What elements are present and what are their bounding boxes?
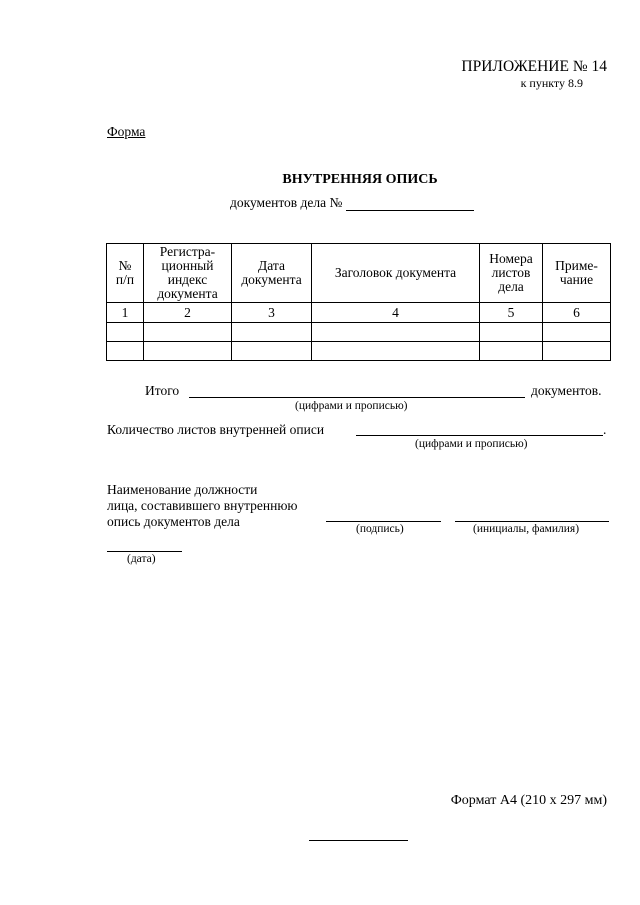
signature-hint: (подпись): [356, 523, 404, 535]
header-cell-sheet-numbers: [480, 244, 543, 303]
table-cell: [312, 323, 480, 342]
table-cell: [144, 323, 232, 342]
table-cell: [232, 342, 312, 361]
header-line: Приме-: [555, 258, 598, 273]
table-cell: [543, 342, 611, 361]
column-number-row: [107, 303, 611, 323]
sheets-fill-line: [356, 435, 603, 436]
table-cell: [480, 342, 543, 361]
header-line: №: [118, 258, 132, 273]
appendix-title: ПРИЛОЖЕНИЕ № 14: [461, 58, 607, 75]
header-line: листов: [491, 265, 531, 280]
header-cell-date: [232, 244, 312, 303]
header-line: индекс: [167, 272, 208, 287]
table-cell: [232, 323, 312, 342]
name-line: [455, 521, 609, 522]
column-number-cell: 5: [480, 303, 543, 323]
header-line: дела: [498, 279, 524, 294]
header-line: документа: [157, 286, 218, 301]
header-line: ционный: [161, 258, 214, 273]
signature-line: [326, 521, 441, 522]
table-cell: [480, 323, 543, 342]
table-cell: [543, 323, 611, 342]
name-hint: (инициалы, фамилия): [473, 523, 580, 535]
total-fill-line: [189, 397, 525, 398]
header-line: Регистра-: [159, 244, 216, 259]
table-header-row: [107, 244, 611, 303]
form-label: Форма: [107, 124, 146, 139]
header-line: чание: [559, 272, 594, 287]
footer-line: [309, 840, 408, 841]
case-number-blank: [346, 196, 474, 211]
sheets-hint: (цифрами и прописью): [415, 438, 528, 450]
header-line: Дата: [258, 258, 285, 273]
table-cell: [144, 342, 232, 361]
position-label: [107, 482, 298, 530]
header-cell-number: [107, 244, 144, 303]
date-hint: (дата): [127, 553, 156, 565]
column-number-cell: 3: [232, 303, 312, 323]
header-cell-reg-index: [144, 244, 232, 303]
header-line: Заголовок документа: [334, 265, 457, 280]
column-number-cell: 1: [107, 303, 144, 323]
header-cell-title: [312, 244, 480, 303]
table-cell: [107, 342, 144, 361]
total-suffix: документов.: [531, 383, 602, 398]
table-row: [107, 323, 611, 342]
table-cell: [312, 342, 480, 361]
document-subtitle: [230, 195, 474, 211]
table-row: [107, 342, 611, 361]
date-line: [107, 551, 182, 552]
total-hint: (цифрами и прописью): [295, 400, 408, 412]
appendix-subtitle: к пункту 8.9: [520, 76, 583, 90]
column-number-cell: 4: [312, 303, 480, 323]
total-label: Итого: [145, 383, 180, 398]
inventory-table: [106, 243, 611, 361]
header-line: п/п: [115, 272, 135, 287]
table-cell: [107, 323, 144, 342]
column-number-cell: 2: [144, 303, 232, 323]
sheets-label: Количество листов внутренней описи: [107, 422, 325, 437]
header-line: Номера: [489, 251, 533, 266]
position-label-line: опись документов дела: [107, 514, 240, 529]
document-title: ВНУТРЕННЯЯ ОПИСЬ: [282, 172, 438, 187]
position-label-line: Наименование должности: [107, 482, 258, 497]
position-label-line: лица, составившего внутреннюю: [107, 498, 298, 513]
header-line: документа: [241, 272, 302, 287]
sheets-suffix: .: [603, 422, 607, 437]
document-subtitle-text: документов дела №: [230, 195, 343, 210]
column-number-cell: 6: [543, 303, 611, 323]
header-cell-note: [543, 244, 611, 303]
format-note: Формат А4 (210 х 297 мм): [450, 793, 607, 808]
